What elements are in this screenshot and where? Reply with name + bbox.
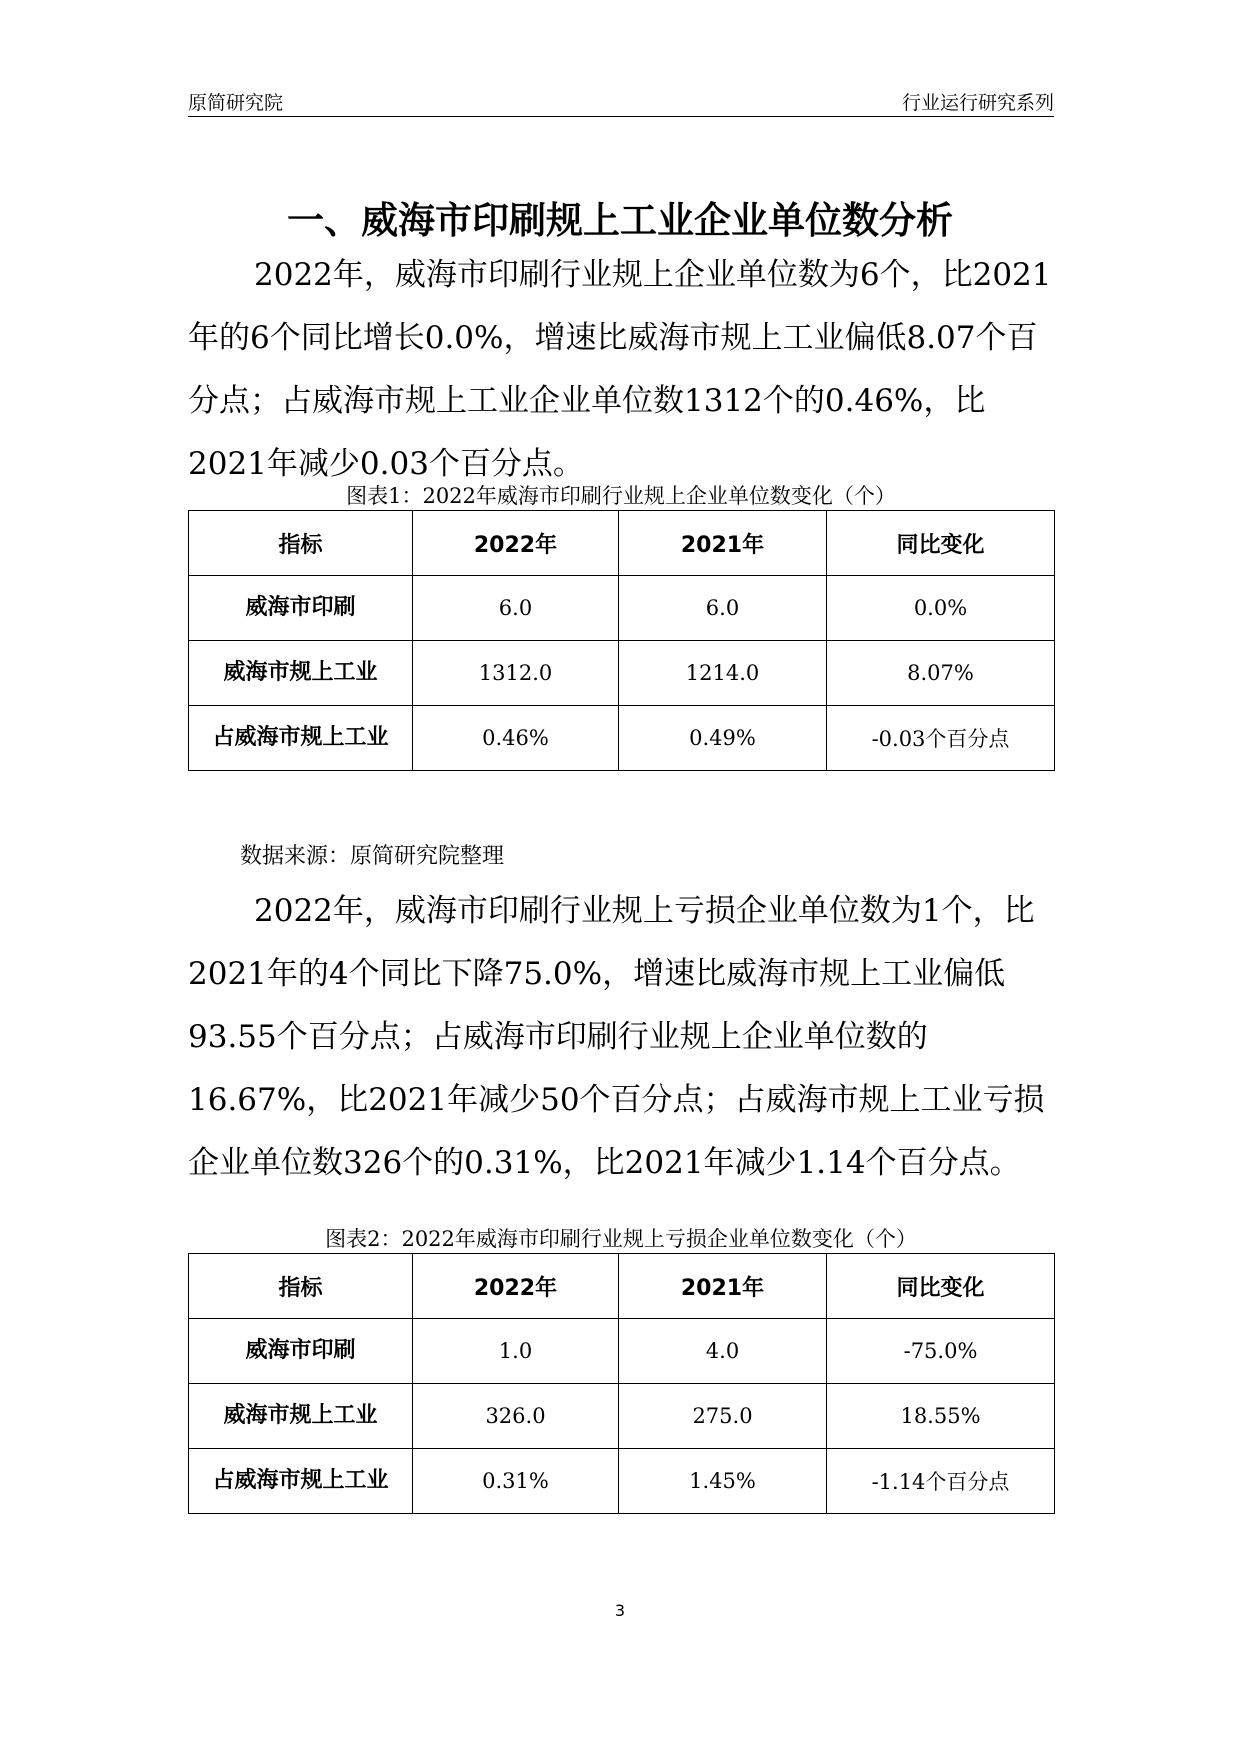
table-header-cell: 指标 bbox=[189, 511, 413, 576]
row-label: 威海市印刷 bbox=[189, 576, 413, 641]
header-series: 行业运行研究系列 bbox=[901, 92, 1054, 114]
paragraph-1-text: 2022年，威海市印刷行业规上企业单位数为6个，比2021年的6个同比增长0.0%，增速比威海市规上工业偏低8.07个百分点；占威海市规上工业企业单位数1312个的0.46%，比2021年减少0.03个百分点。 bbox=[188, 257, 1052, 482]
data-source-note: 数据来源：原简研究院整理 bbox=[240, 844, 505, 869]
table-1-caption: 图表1：2022年威海市印刷行业规上企业单位数变化（个） bbox=[346, 484, 896, 508]
table-cell: 1.0 bbox=[413, 1319, 619, 1384]
table-cell: 4.0 bbox=[619, 1319, 827, 1384]
table-cell: 6.0 bbox=[619, 576, 827, 641]
table-row bbox=[189, 641, 1055, 706]
table-row bbox=[189, 1449, 1055, 1514]
table-row bbox=[189, 1384, 1055, 1449]
table-1 bbox=[188, 510, 1055, 771]
table-header-cell: 2022年 bbox=[413, 511, 619, 576]
page-number: 3 bbox=[614, 1601, 626, 1620]
table-header-row bbox=[189, 1254, 1055, 1319]
table-cell: 1312.0 bbox=[413, 641, 619, 706]
table-cell: -1.14个百分点 bbox=[827, 1449, 1055, 1514]
table-cell: -75.0% bbox=[827, 1319, 1055, 1384]
paragraph-1 bbox=[188, 244, 1054, 496]
table-header-cell: 2021年 bbox=[619, 1254, 827, 1319]
table-cell: 326.0 bbox=[413, 1384, 619, 1449]
row-label: 占威海市规上工业 bbox=[189, 1449, 413, 1514]
table-header-cell: 2021年 bbox=[619, 511, 827, 576]
paragraph-2 bbox=[188, 880, 1054, 1195]
section-title: 一、威海市印刷规上工业企业单位数分析 bbox=[287, 199, 953, 242]
header-org: 原简研究院 bbox=[188, 92, 284, 114]
row-label: 威海市规上工业 bbox=[189, 1384, 413, 1449]
table-cell: 1214.0 bbox=[619, 641, 827, 706]
table-cell: 0.46% bbox=[413, 706, 619, 771]
table-row bbox=[189, 576, 1055, 641]
table-cell: 6.0 bbox=[413, 576, 619, 641]
table-header-cell: 指标 bbox=[189, 1254, 413, 1319]
table-cell: 275.0 bbox=[619, 1384, 827, 1449]
table-row bbox=[189, 1319, 1055, 1384]
row-label: 占威海市规上工业 bbox=[189, 706, 413, 771]
table-2 bbox=[188, 1253, 1055, 1514]
table-cell: 0.49% bbox=[619, 706, 827, 771]
row-label: 威海市规上工业 bbox=[189, 641, 413, 706]
table-header-row bbox=[189, 511, 1055, 576]
table-cell: 1.45% bbox=[619, 1449, 827, 1514]
table-cell: 18.55% bbox=[827, 1384, 1055, 1449]
table-cell: -0.03个百分点 bbox=[827, 706, 1055, 771]
row-label: 威海市印刷 bbox=[189, 1319, 413, 1384]
table-cell: 8.07% bbox=[827, 641, 1055, 706]
paragraph-2-text: 2022年，威海市印刷行业规上亏损企业单位数为1个，比2021年的4个同比下降75.0%，增速比威海市规上工业偏低93.55个百分点；占威海市印刷行业规上企业单位数的16.67%，比2021年减少50个百分点；占威海市规上工业亏损企业单位数326个的0.31%，比2021年减少1.14个百分点。 bbox=[188, 893, 1045, 1181]
table-2-caption: 图表2：2022年威海市印刷行业规上亏损企业单位数变化（个） bbox=[325, 1227, 917, 1251]
page-header bbox=[188, 84, 1054, 117]
table-header-cell: 同比变化 bbox=[827, 511, 1055, 576]
table-header-cell: 2022年 bbox=[413, 1254, 619, 1319]
table-row bbox=[189, 706, 1055, 771]
table-header-cell: 同比变化 bbox=[827, 1254, 1055, 1319]
table-cell: 0.0% bbox=[827, 576, 1055, 641]
table-cell: 0.31% bbox=[413, 1449, 619, 1514]
